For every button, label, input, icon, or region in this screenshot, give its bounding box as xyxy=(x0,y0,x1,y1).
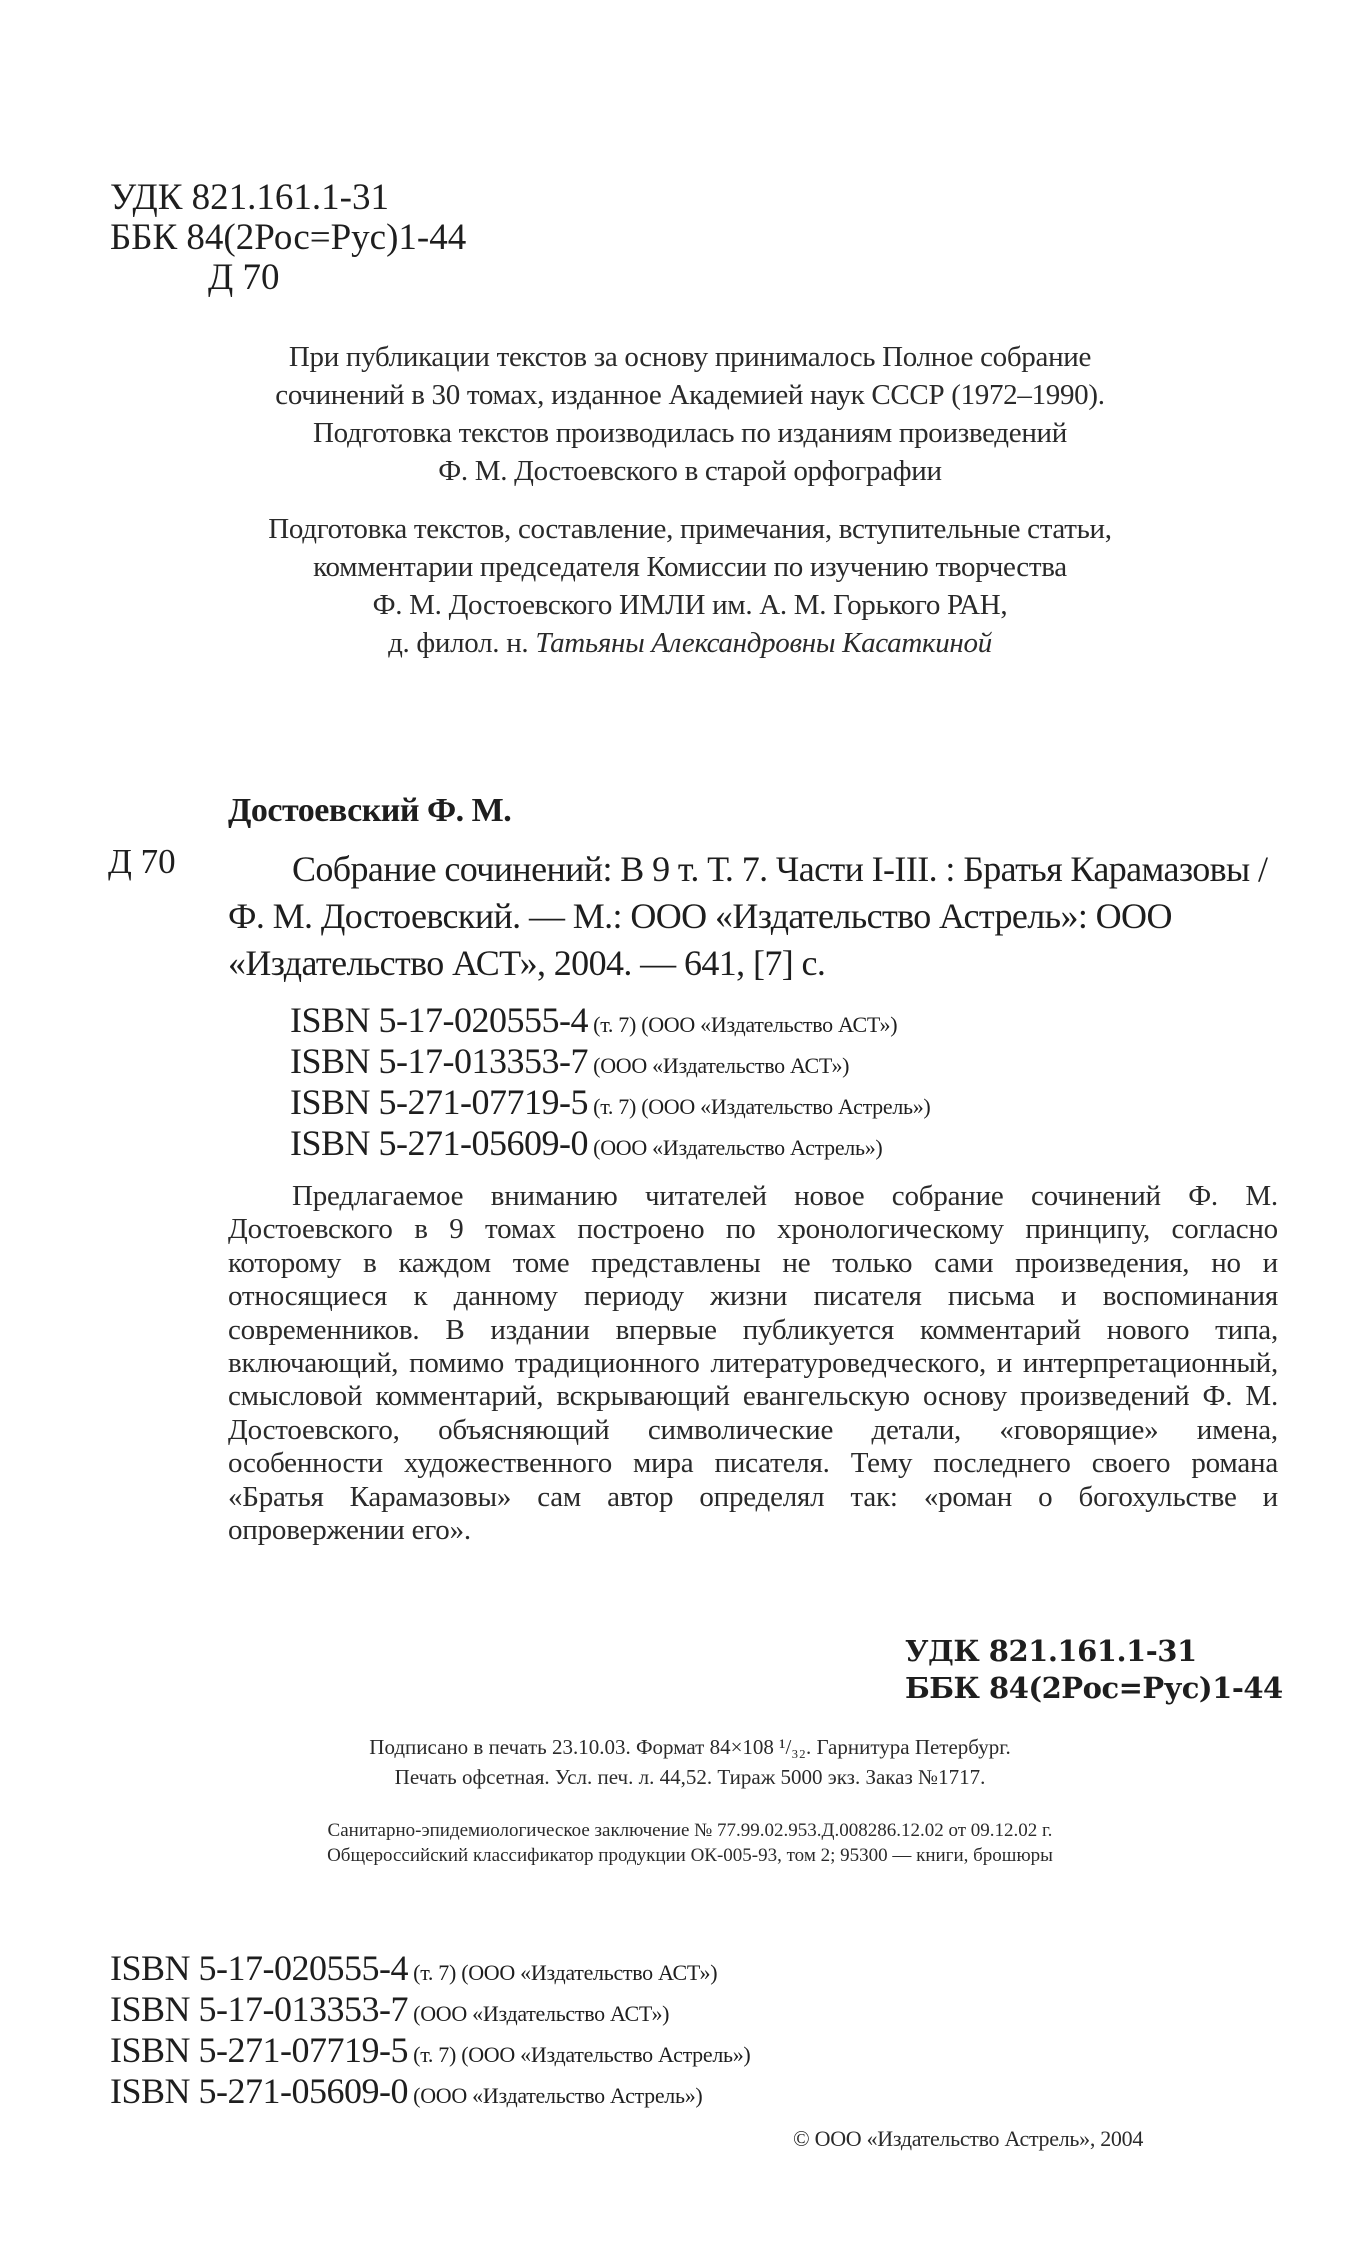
isbn-publisher: (ООО «Издательство АСТ») xyxy=(587,1053,850,1078)
print-info-line: Печать офсетная. Усл. печ. л. 44,52. Тираж 5000 экз. Заказ №1717. xyxy=(394,1765,986,1789)
edition-note-line: Ф. М. Достоевского в старой орфографии xyxy=(438,455,942,487)
isbn-number: ISBN 5-271-07719-5 xyxy=(290,1082,588,1122)
certification-line: Санитарно-эпидемиологическое заключение № 77.99.02.953.Д.008286.12.02 от 09.12.02 г. xyxy=(327,1820,1053,1841)
isbn-row xyxy=(110,1950,750,1991)
isbn-number: ISBN 5-271-05609-0 xyxy=(290,1123,588,1163)
certification-line: Общероссийский классификатор продукции ОК-005-93, том 2; 95300 — книги, брошюры xyxy=(327,1845,1053,1866)
isbn-publisher: (т. 7) (ООО «Издательство АСТ») xyxy=(407,1960,718,1985)
certification-info xyxy=(130,1818,1250,1868)
isbn-publisher: (т. 7) (ООО «Издательство Астрель») xyxy=(587,1094,931,1119)
isbn-number: ISBN 5-17-020555-4 xyxy=(110,1948,408,1988)
isbn-row xyxy=(110,1991,750,2032)
record-author-mark: Д 70 xyxy=(108,842,176,881)
bbk-code-right: ББК 84(2Рос=Рус)1-44 xyxy=(905,1671,1283,1705)
editor-degree: д. филол. н. xyxy=(388,627,536,659)
udk-code-right: УДК 821.161.1-31 xyxy=(905,1634,1197,1668)
isbn-row xyxy=(110,2032,750,2073)
isbn-number: ISBN 5-271-05609-0 xyxy=(110,2071,408,2111)
classification-codes-right xyxy=(905,1633,1283,1707)
isbn-row xyxy=(110,2073,750,2114)
edition-note-line: При публикации текстов за основу принималось Полное собрание xyxy=(288,341,1092,373)
isbn-number: ISBN 5-271-07719-5 xyxy=(110,2030,408,2070)
editor-note-line: Подготовка текстов, составление, примечания, вступительные статьи, xyxy=(268,513,1112,545)
edition-note-line: сочинений в 30 томах, изданное Академией наук СССР (1972–1990). xyxy=(275,379,1105,411)
classification-codes xyxy=(110,178,466,298)
edition-note-line: Подготовка текстов производилась по изданиям произведений xyxy=(313,417,1067,449)
isbn-list-bottom xyxy=(110,1950,750,2114)
isbn-row xyxy=(290,1084,930,1125)
bbk-code: ББК 84(2Рос=Рус)1-44 xyxy=(110,217,467,258)
bibliographic-description: Собрание сочинений: В 9 т. Т. 7. Части I-III. : Братья Карамазовы / Ф. М. Достоевский. — М.: ООО «Издательство Астрель»: ООО «Издательство АСТ», 2004. — 641, [7] с. xyxy=(228,849,1268,983)
editor-note-line xyxy=(130,624,1250,662)
record-author: Достоевский Ф. М. xyxy=(228,792,512,829)
print-info-line: Подписано в печать 23.10.03. Формат 84×108 ¹/₃₂. Гарнитура Петербург. xyxy=(369,1735,1011,1759)
udk-code: УДК 821.161.1-31 xyxy=(110,177,389,218)
isbn-row xyxy=(290,1043,930,1084)
edition-note xyxy=(130,338,1250,490)
isbn-publisher: (т. 7) (ООО «Издательство АСТ») xyxy=(587,1012,898,1037)
isbn-number: ISBN 5-17-020555-4 xyxy=(290,1000,588,1040)
isbn-publisher: (ООО «Издательство АСТ») xyxy=(407,2001,670,2026)
isbn-number: ISBN 5-17-013353-7 xyxy=(290,1041,588,1081)
print-info xyxy=(130,1732,1250,1792)
editor-note xyxy=(130,510,1250,662)
copyright-notice: © ООО «Издательство Астрель», 2004 xyxy=(793,2126,1144,2151)
isbn-number: ISBN 5-17-013353-7 xyxy=(110,1989,408,2029)
isbn-row xyxy=(290,1002,930,1043)
editor-note-line: Ф. М. Достоевского ИМЛИ им. А. М. Горького РАН, xyxy=(372,589,1008,621)
annotation-paragraph: Предлагаемое вниманию читателей новое собрание сочинений Ф. М. Достоевского в 9 томах построено по хронологическому принципу, согласно которому в каждом томе представлены не только сами произведения, но и относящиеся к данному периоду жизни писателя письма и воспоминания современников. В издании впервые публикуется комментарий нового типа, включающий, помимо традиционного литературоведческого, и интерпретационный, смысловой комментарий, вскрывающий евангельскую основу произведений Ф. М. Достоевского, объясняющий символические детали, «говорящие» имена, особенности художественного мира писателя. Тему последнего своего романа «Братья Карамазовы» сам автор определял так: «роман о богохульстве и опровержении его». xyxy=(228,1180,1278,1547)
editor-note-line: комментарии председателя Комиссии по изучению творчества xyxy=(313,551,1067,583)
author-mark: Д 70 xyxy=(208,257,280,298)
isbn-publisher: (т. 7) (ООО «Издательство Астрель») xyxy=(407,2042,751,2067)
isbn-publisher: (ООО «Издательство Астрель») xyxy=(407,2083,703,2108)
editor-name: Татьяны Александровны Касаткиной xyxy=(535,627,992,659)
isbn-publisher: (ООО «Издательство Астрель») xyxy=(587,1135,883,1160)
isbn-row xyxy=(290,1125,930,1166)
isbn-list xyxy=(290,1002,930,1166)
